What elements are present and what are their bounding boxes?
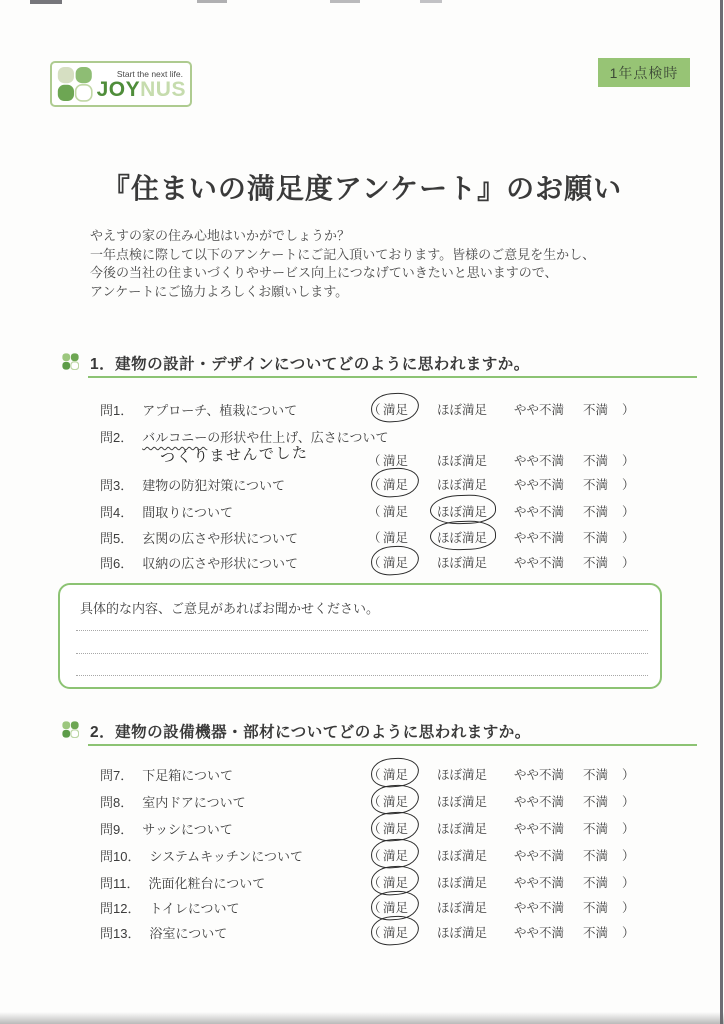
paren-open: （ bbox=[368, 901, 381, 915]
intro-line: やえすの家の住み心地はいかがでしょうか？ bbox=[90, 228, 351, 243]
option-manzoku: 満足 bbox=[383, 795, 409, 809]
option-manzoku: 満足 bbox=[383, 901, 409, 915]
selection-circle-annotation bbox=[370, 544, 420, 576]
comment-box-label: 具体的な内容、ご意見があればお聞かせください。 bbox=[80, 601, 380, 616]
question-row bbox=[0, 400, 724, 430]
option-fuman: 不満 bbox=[583, 478, 609, 492]
option-manzoku: 満足 bbox=[383, 556, 409, 570]
selection-circle-annotation bbox=[370, 466, 420, 498]
option-yaya-fuman: やや不満 bbox=[514, 822, 565, 836]
question-text: 問3． 建物の防犯対策について bbox=[100, 478, 285, 493]
question-number: 問12． bbox=[100, 901, 141, 916]
logo-tagline: Start the next life. bbox=[116, 68, 183, 79]
question-text: 問8． 室内ドアについて bbox=[100, 795, 246, 810]
question-number: 問8． bbox=[100, 795, 134, 810]
question-number: 問5． bbox=[100, 531, 134, 546]
logo-brand-nus: NUS bbox=[140, 77, 186, 101]
options-scale bbox=[368, 792, 648, 812]
question-number: 問10． bbox=[100, 849, 141, 864]
option-fuman: 不満 bbox=[583, 556, 609, 570]
option-manzoku: 満足 bbox=[383, 926, 409, 940]
question-row bbox=[0, 819, 724, 849]
section-heading: 2．建物の設備機器・部材についてどのように思われますか。 bbox=[90, 724, 531, 741]
intro-line: アンケートにご協力よろしくお願いします。 bbox=[90, 283, 349, 299]
option-fuman: 不満 bbox=[583, 901, 609, 915]
option-hobo-manzoku: ほぼ満足 bbox=[437, 795, 488, 809]
option-yaya-fuman: やや不満 bbox=[514, 901, 565, 915]
option-fuman: 不満 bbox=[583, 926, 609, 940]
paren-open: （ bbox=[368, 556, 381, 570]
selection-circle-annotation bbox=[370, 391, 420, 423]
option-hobo-manzoku: ほぼ満足 bbox=[437, 531, 488, 545]
question-number: 問6． bbox=[100, 556, 134, 571]
options-scale bbox=[368, 528, 648, 548]
section-heading: 1．建物の設計・デザインについてどのように思われますか。 bbox=[90, 356, 530, 373]
selection-circle-annotation bbox=[370, 914, 420, 946]
logo-brand bbox=[97, 79, 185, 100]
selection-circle-annotation bbox=[370, 783, 420, 815]
options-scale bbox=[368, 400, 648, 420]
paren-open: （ bbox=[368, 454, 381, 468]
clover-section-icon bbox=[62, 353, 79, 370]
question-text: 問13． 浴室について bbox=[100, 926, 228, 941]
option-manzoku: 満足 bbox=[383, 505, 409, 519]
options-scale bbox=[368, 475, 648, 495]
logo-brand-joy: JOY bbox=[96, 77, 141, 101]
question-number: 問3． bbox=[100, 478, 134, 493]
paren-close: ） bbox=[622, 876, 635, 890]
paren-close: ） bbox=[622, 556, 635, 570]
question-text: 問6． 収納の広さや形状について bbox=[100, 556, 298, 571]
options-scale bbox=[368, 765, 648, 785]
question-row bbox=[0, 427, 724, 468]
paren-close: ） bbox=[622, 795, 635, 809]
handwritten-note: つくりませんでした bbox=[159, 444, 309, 467]
option-hobo-manzoku: ほぼ満足 bbox=[437, 478, 488, 492]
comment-write-line bbox=[76, 653, 648, 654]
question-row bbox=[0, 923, 724, 953]
option-manzoku: 満足 bbox=[383, 531, 409, 545]
paren-close: ） bbox=[622, 849, 635, 863]
option-yaya-fuman: やや不満 bbox=[514, 454, 565, 468]
selection-circle-annotation bbox=[370, 837, 420, 869]
option-hobo-manzoku: ほぼ満足 bbox=[437, 876, 488, 890]
paren-open: （ bbox=[368, 795, 381, 809]
paren-close: ） bbox=[622, 478, 635, 492]
option-yaya-fuman: やや不満 bbox=[514, 926, 565, 940]
paren-open: （ bbox=[368, 478, 381, 492]
option-yaya-fuman: やや不満 bbox=[514, 478, 565, 492]
paren-open: （ bbox=[368, 926, 381, 940]
paren-open: （ bbox=[368, 531, 381, 545]
option-fuman: 不満 bbox=[583, 822, 609, 836]
options-scale bbox=[368, 451, 648, 471]
question-text: 問4． 間取りについて bbox=[100, 505, 233, 520]
joynus-logo bbox=[50, 61, 192, 107]
option-yaya-fuman: やや不満 bbox=[514, 876, 565, 890]
option-manzoku: 満足 bbox=[383, 454, 409, 468]
question-number: 問9． bbox=[100, 822, 134, 837]
option-manzoku: 満足 bbox=[383, 478, 409, 492]
options-scale bbox=[368, 846, 648, 866]
question-number: 問11． bbox=[100, 876, 140, 891]
option-hobo-manzoku: ほぼ満足 bbox=[437, 849, 488, 863]
section-underline bbox=[88, 376, 697, 378]
option-fuman: 不満 bbox=[583, 876, 609, 890]
scan-artifact-dash bbox=[30, 0, 62, 4]
option-fuman: 不満 bbox=[583, 505, 609, 519]
scan-artifact-dash bbox=[197, 0, 227, 3]
question-number: 問2． bbox=[100, 430, 134, 445]
paren-close: ） bbox=[622, 901, 635, 915]
question-text: 問7． 下足箱について bbox=[100, 768, 233, 783]
question-text: 問5． 玄関の広さや形状について bbox=[100, 531, 298, 546]
intro-line: 今後の当社の住まいづくりやサービス向上につなげていきたいと思いますので、 bbox=[90, 265, 558, 280]
option-fuman: 不満 bbox=[583, 768, 609, 782]
question-row bbox=[0, 553, 724, 583]
option-yaya-fuman: やや不満 bbox=[514, 403, 565, 417]
paren-close: ） bbox=[622, 822, 635, 836]
scan-artifact-dash bbox=[420, 0, 442, 3]
option-fuman: 不満 bbox=[583, 849, 609, 863]
paren-open: （ bbox=[368, 403, 381, 417]
intro-paragraph bbox=[90, 227, 595, 301]
clover-section-icon bbox=[62, 721, 79, 738]
option-hobo-manzoku: ほぼ満足 bbox=[437, 822, 488, 836]
question-text: 問9． サッシについて bbox=[100, 822, 233, 837]
option-manzoku: 満足 bbox=[383, 403, 409, 417]
selection-circle-annotation bbox=[430, 520, 497, 551]
option-hobo-manzoku: ほぼ満足 bbox=[437, 926, 488, 940]
question-text: 問10． システムキッチンについて bbox=[100, 849, 303, 864]
question-row bbox=[0, 792, 724, 822]
wavy-underlined-word: バルコニー bbox=[142, 430, 208, 445]
option-hobo-manzoku: ほぼ満足 bbox=[437, 556, 488, 570]
option-yaya-fuman: やや不満 bbox=[514, 531, 565, 545]
option-hobo-manzoku: ほぼ満足 bbox=[437, 901, 488, 915]
scan-artifact-dash bbox=[330, 0, 360, 3]
logo-text bbox=[97, 69, 185, 100]
section-underline bbox=[88, 744, 697, 746]
option-manzoku: 満足 bbox=[383, 768, 409, 782]
option-hobo-manzoku: ほぼ満足 bbox=[437, 768, 488, 782]
paren-open: （ bbox=[368, 822, 381, 836]
option-yaya-fuman: やや不満 bbox=[514, 556, 565, 570]
paren-close: ） bbox=[622, 454, 635, 468]
comment-box bbox=[58, 583, 662, 689]
option-fuman: 不満 bbox=[583, 403, 609, 417]
question-number: 問13． bbox=[100, 926, 141, 941]
options-scale bbox=[368, 553, 648, 573]
paren-close: ） bbox=[622, 926, 635, 940]
option-yaya-fuman: やや不満 bbox=[514, 795, 565, 809]
paren-close: ） bbox=[622, 505, 635, 519]
options-scale bbox=[368, 819, 648, 839]
question-text: 問12． トイレについて bbox=[100, 901, 240, 916]
option-yaya-fuman: やや不満 bbox=[514, 768, 565, 782]
selection-circle-annotation bbox=[370, 810, 420, 842]
question-text: 問11． 洗面化粧台について bbox=[100, 876, 266, 891]
options-scale bbox=[368, 898, 648, 918]
paren-open: （ bbox=[368, 505, 381, 519]
options-scale bbox=[368, 502, 648, 522]
paren-open: （ bbox=[368, 876, 381, 890]
question-row bbox=[0, 846, 724, 876]
option-fuman: 不満 bbox=[583, 531, 609, 545]
option-hobo-manzoku: ほぼ満足 bbox=[437, 505, 488, 519]
intro-line: 一年点検に際して以下のアンケートにご記入頂いております。皆様のご意見を生かし、 bbox=[90, 246, 596, 262]
option-hobo-manzoku: ほぼ満足 bbox=[437, 403, 488, 417]
option-fuman: 不満 bbox=[583, 454, 609, 468]
page-title: 『住まいの満足度アンケート』のお願い bbox=[101, 173, 623, 204]
question-row bbox=[0, 765, 724, 795]
question-number: 問1． bbox=[100, 403, 134, 418]
question-number: 問7． bbox=[100, 768, 134, 783]
inspection-time-badge: 1年点検時 bbox=[598, 58, 690, 87]
option-manzoku: 満足 bbox=[383, 822, 409, 836]
option-manzoku: 満足 bbox=[383, 876, 409, 890]
question-number: 問4． bbox=[100, 505, 134, 520]
option-manzoku: 満足 bbox=[383, 849, 409, 863]
option-yaya-fuman: やや不満 bbox=[514, 505, 565, 519]
paren-close: ） bbox=[622, 768, 635, 782]
question-text: 問1． アプローチ、植栽について bbox=[100, 403, 298, 418]
question-text: 問2． バルコニーの形状や仕上げ、広さについて bbox=[100, 430, 389, 445]
selection-circle-annotation bbox=[370, 756, 420, 788]
option-yaya-fuman: やや不満 bbox=[514, 849, 565, 863]
scan-artifact-bottom-shadow bbox=[0, 1012, 724, 1024]
paren-open: （ bbox=[368, 849, 381, 863]
option-hobo-manzoku: ほぼ満足 bbox=[437, 454, 488, 468]
option-fuman: 不満 bbox=[583, 795, 609, 809]
paren-close: ） bbox=[622, 531, 635, 545]
paren-close: ） bbox=[622, 403, 635, 417]
comment-write-line bbox=[76, 630, 648, 631]
options-scale bbox=[368, 873, 648, 893]
options-scale bbox=[368, 923, 648, 943]
paren-open: （ bbox=[368, 768, 381, 782]
question-row bbox=[0, 475, 724, 505]
comment-write-line bbox=[76, 675, 648, 676]
clover-logo-icon bbox=[57, 66, 93, 102]
